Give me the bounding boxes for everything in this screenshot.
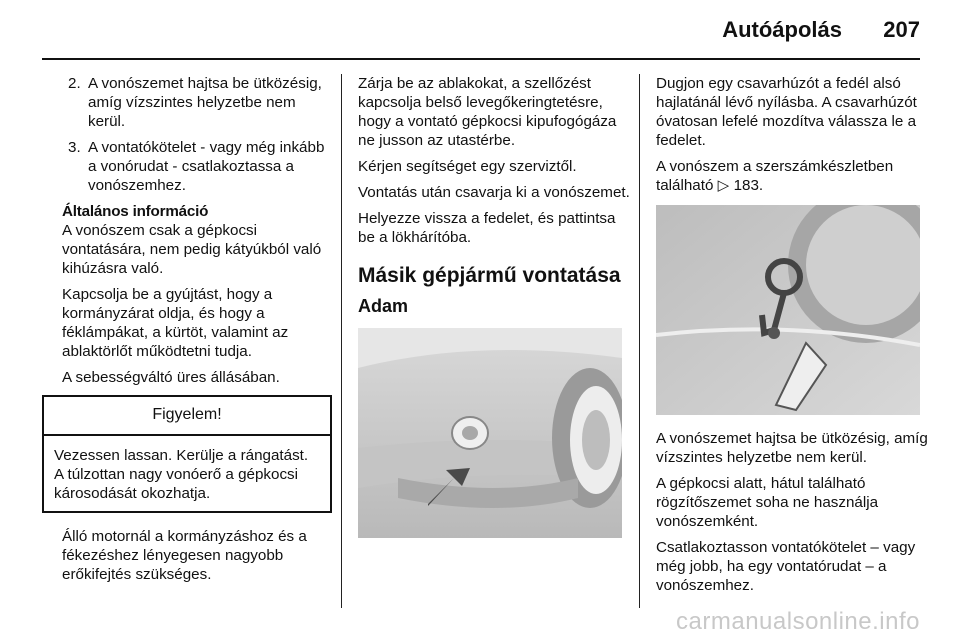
- subsection-title: Adam: [358, 296, 409, 316]
- chapter-title: Autóápolás: [722, 17, 842, 42]
- step-text: A vontatókötelet - vagy még inkább a vonórudat - csatlakoztassa a vonószemhez.: [88, 139, 325, 194]
- page-number: 207: [883, 17, 920, 42]
- info-heading: Általános információ: [62, 203, 209, 220]
- warning-text: Vezessen lassan. Kerülje a rángatást. A túlzottan nagy vonóerő a gépkocsi károsodását okozhatja.: [54, 447, 309, 502]
- list-item: [62, 74, 330, 131]
- paragraph: [656, 157, 928, 195]
- paragraph: Kérjen segítséget egy szerviztől.: [358, 158, 577, 175]
- car-rear-illustration: [358, 328, 622, 538]
- list-item: [62, 138, 330, 195]
- column-3: [656, 74, 928, 602]
- paragraph: Dugjon egy csavarhúzót a fedél alsó hajlatánál lévő nyílásba. A csavarhúzót óvatosan lefelé mozdítva válassza le a fedelet.: [656, 75, 917, 149]
- column-divider-2: [639, 74, 640, 608]
- paragraph: Vontatás után csavarja ki a vonószemet.: [358, 184, 630, 201]
- column-1: [54, 74, 330, 591]
- paragraph: Kapcsolja be a gyújtást, hogy a kormányzárat oldja, és hogy a féklámpákat, a kürtöt, valamint az ablaktörlőt működtetni tudja.: [62, 286, 289, 360]
- paragraph: Helyezze vissza a fedelet, és pattintsa be a lökhárítóba.: [358, 210, 616, 246]
- section-title: Másik gépjármű vontatása: [358, 264, 621, 287]
- step-list: [62, 74, 330, 195]
- step-text: A vonószemet hajtsa be ütközésig, amíg vízszintes helyzetbe nem kerül.: [88, 75, 322, 130]
- step-number: 3.: [68, 139, 81, 156]
- header-rule: [42, 58, 920, 60]
- paragraph: Álló motornál a kormányzáshoz és a fékezéshez lényegesen nagyobb erőkifejtés szükséges.: [62, 528, 307, 583]
- tow-eye-illustration: [656, 205, 920, 415]
- watermark: carmanualsonline.info: [676, 608, 920, 635]
- step-number: 2.: [68, 75, 81, 92]
- warning-box: [42, 395, 332, 513]
- page-ref-arrow-icon: ▷: [717, 177, 730, 194]
- info-paragraph: A vonószem csak a gépkocsi vontatására, nem pedig kátyúkból való kihúzásra való.: [62, 222, 322, 277]
- page-ref: 183.: [733, 177, 764, 194]
- paragraph: A vonószemet hajtsa be ütközésig, amíg vízszintes helyzetbe nem kerül.: [656, 430, 928, 466]
- paragraph: Zárja be az ablakokat, a szellőzést kapcsolja belső levegőkeringtetésre, hogy a vontató gépkocsi kipufogógáza ne jusson az utastérbe.: [358, 75, 617, 149]
- paragraph: A gépkocsi alatt, hátul található rögzítőszemet soha ne használja vonószemként.: [656, 475, 879, 530]
- paragraph: Csatlakoztasson vontatókötelet – vagy még jobb, ha egy vontatórudat – a vonószemhez.: [656, 539, 916, 594]
- page-header: [0, 0, 960, 60]
- column-2: [358, 74, 636, 538]
- paragraph: A sebességváltó üres állásában.: [62, 369, 280, 386]
- warning-title: Figyelem!: [44, 397, 330, 436]
- paragraph-text: A vonószem a szerszámkészletben található: [656, 158, 894, 194]
- column-divider-1: [341, 74, 342, 608]
